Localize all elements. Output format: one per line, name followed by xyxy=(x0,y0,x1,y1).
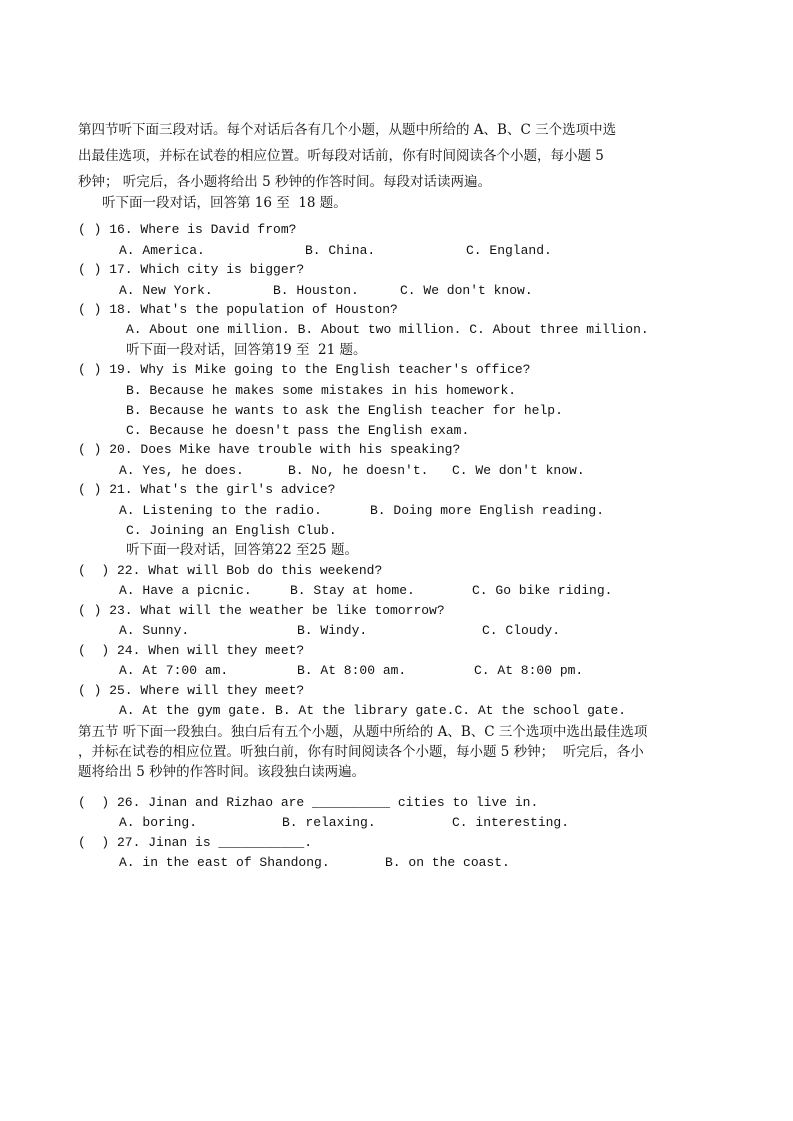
option-b: B. Doing more English reading. xyxy=(370,503,605,518)
option-c: C. interesting. xyxy=(452,815,570,830)
question-stem: ( ) 20. Does Mike have trouble with his speaking? xyxy=(78,442,461,457)
option-a: A. Listening to the radio. xyxy=(119,503,322,518)
option-a: A. Have a picnic. xyxy=(119,583,252,598)
dialog3-intro: 听下面一段对话，回答第22 至25 题。 xyxy=(126,542,358,558)
option-b: B. China. xyxy=(305,243,376,258)
section4-intro-line2: 出最佳选项，并标在试卷的相应位置。听每段对话前，你有时间阅读各个小题，每小题 5 xyxy=(78,148,604,164)
option-a: A. Yes, he does. xyxy=(119,463,244,478)
section4-intro-line1: 第四节听下面三段对话。每个对话后各有几个小题，从题中所给的 A、B、C 三个选项中选 xyxy=(78,122,617,138)
section5-intro-line3: 题将给出 5 秒钟的作答时间。该段独白读两遍。 xyxy=(78,764,366,780)
option-a: A. America. xyxy=(119,243,205,258)
option-b: B. Stay at home. xyxy=(290,583,415,598)
option-b: B. relaxing. xyxy=(282,815,376,830)
option-c: C. Because he doesn't pass the English exam. xyxy=(126,423,470,438)
question-stem: ( ) 25. Where will they meet? xyxy=(78,683,305,698)
question-stem: ( ) 21. What's the girl's advice? xyxy=(78,482,336,497)
option-a: A. boring. xyxy=(119,815,198,830)
option-b: B. Windy. xyxy=(297,623,368,638)
option-c: C. England. xyxy=(466,243,552,258)
question-stem: ( ) 22. What will Bob do this weekend? xyxy=(78,563,383,578)
option-c: C. At 8:00 pm. xyxy=(474,663,584,678)
option-b: B. No, he doesn't. xyxy=(288,463,429,478)
question-stem: ( ) 26. Jinan and Rizhao are __________ cities to live in. xyxy=(78,795,539,810)
section5-intro-line2: ，并标在试卷的相应位置。听独白前，你有时间阅读各个小题，每小题 5 秒钟； 听完后，各小 xyxy=(78,744,644,760)
option-c: C. We don't know. xyxy=(400,283,533,298)
option-b: B. Because he wants to ask the English teacher for help. xyxy=(126,403,563,418)
section5-intro-line1: 第五节 听下面一段独白。独白后有五个小题，从题中所给的 A、B、C 三个选项中选出最佳选项 xyxy=(78,724,648,740)
option-c: C. Joining an English Club. xyxy=(126,523,337,538)
option-a: A. At 7:00 am. xyxy=(119,663,229,678)
question-stem: ( ) 23. What will the weather be like tomorrow? xyxy=(78,603,445,618)
option-c: C. Cloudy. xyxy=(482,623,561,638)
option-abc: A. At the gym gate. B. At the library gate.C. At the school gate. xyxy=(119,703,627,718)
dialog1-intro: 听下面一段对话，回答第 16 至 18 题。 xyxy=(102,195,347,211)
question-stem: ( ) 16. Where is David from? xyxy=(78,222,297,237)
question-stem: ( ) 18. What's the population of Houston? xyxy=(78,302,398,317)
option-c: C. Go bike riding. xyxy=(472,583,613,598)
option-b: B. At 8:00 am. xyxy=(297,663,407,678)
question-stem: ( ) 27. Jinan is ___________. xyxy=(78,835,313,850)
option-c: C. We don't know. xyxy=(452,463,585,478)
option-b: B. Houston. xyxy=(273,283,359,298)
option-abc: A. About one million. B. About two million. C. About three million. xyxy=(126,322,649,337)
question-stem: ( ) 19. Why is Mike going to the English teacher's office? xyxy=(78,362,531,377)
option-a: B. Because he makes some mistakes in his homework. xyxy=(126,383,517,398)
option-a: A. New York. xyxy=(119,283,213,298)
question-stem: ( ) 17. Which city is bigger? xyxy=(78,262,305,277)
question-stem: ( ) 24. When will they meet? xyxy=(78,643,305,658)
section4-intro-line3: 秒钟； 听完后，各小题将给出 5 秒钟的作答时间。每段对话读两遍。 xyxy=(78,174,491,190)
option-a: A. Sunny. xyxy=(119,623,190,638)
option-a: A. in the east of Shandong. xyxy=(119,855,330,870)
dialog2-intro: 听下面一段对话，回答第19 至 21 题。 xyxy=(126,342,367,358)
option-b: B. on the coast. xyxy=(385,855,510,870)
